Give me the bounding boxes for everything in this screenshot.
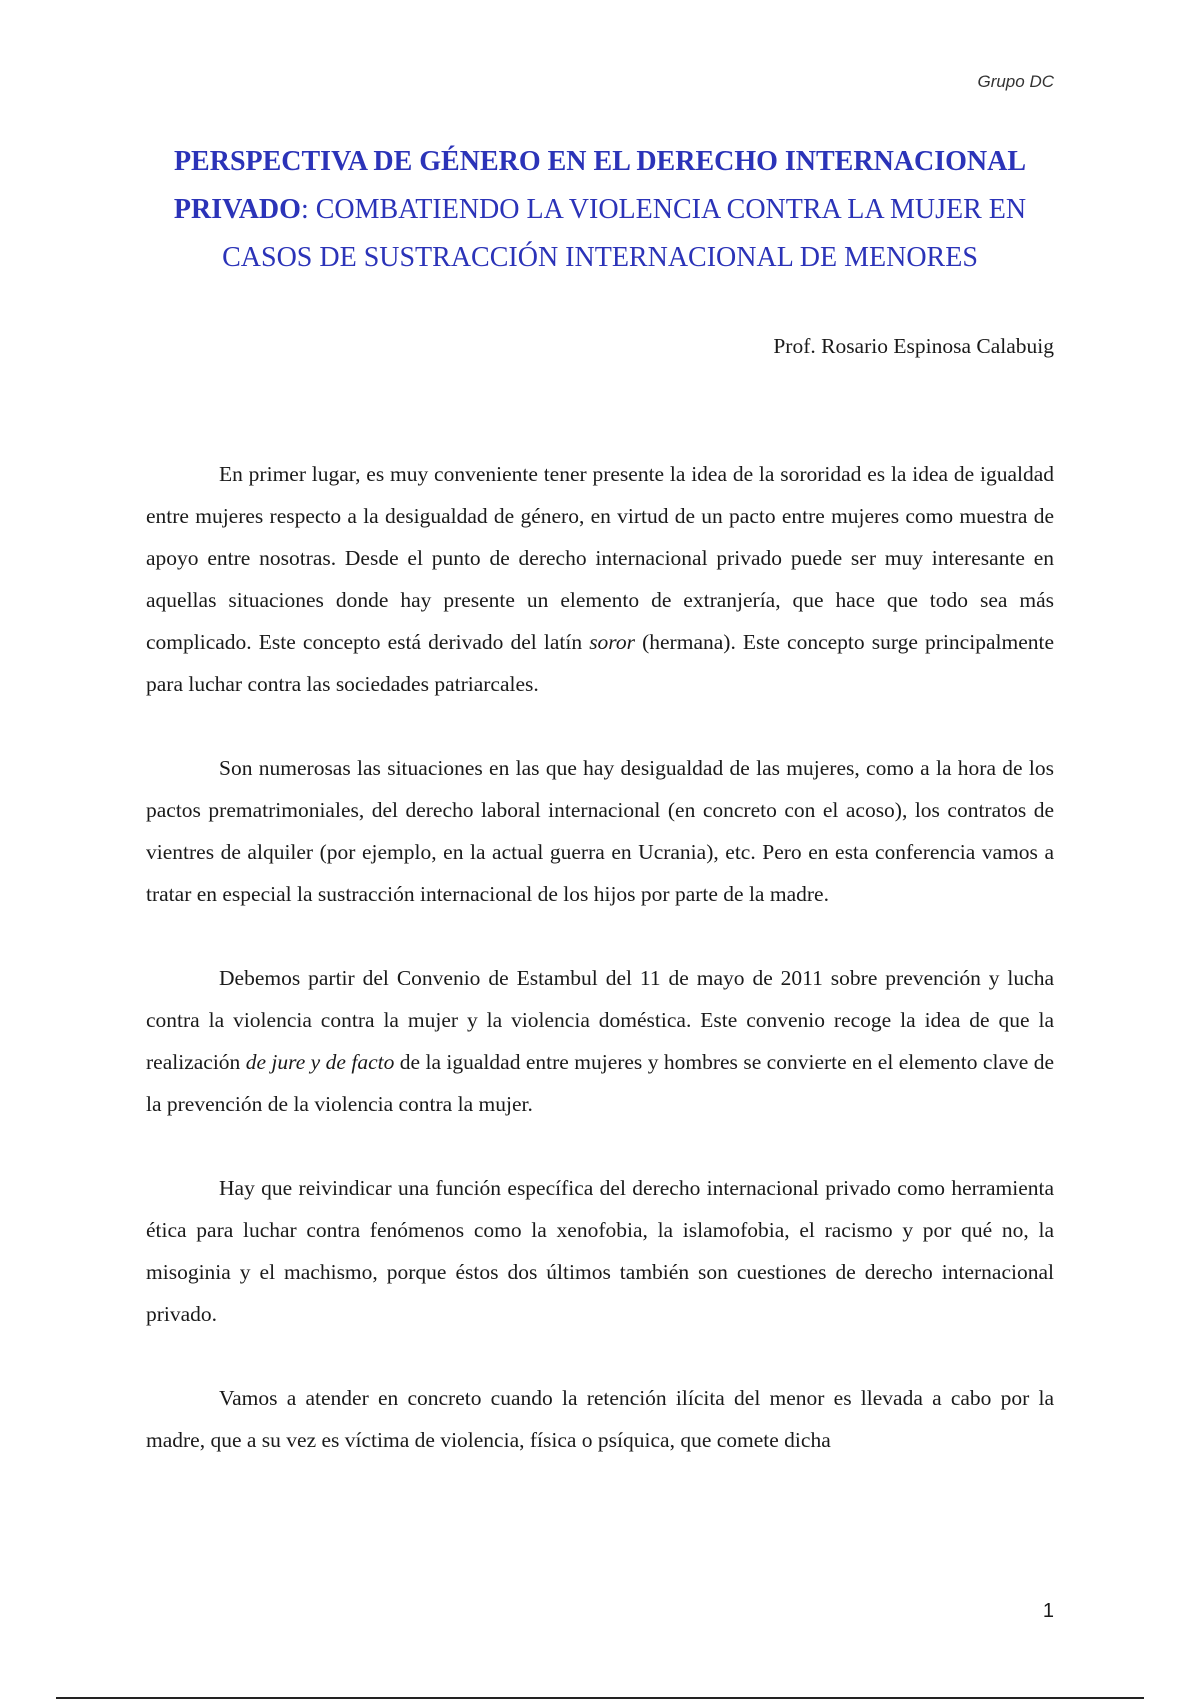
document-title: [146, 138, 1054, 282]
running-header: Grupo DC: [977, 72, 1054, 91]
paragraph-4: Hay que reivindicar una función específica del derecho internacional privado como herramienta ética para luchar contra fenómenos como la xenofobia, la islamofobia, el racismo y por qué no, la misoginia y el machismo, porque éstos dos últimos también son cuestiones de derecho internacional privado.: [146, 1176, 1054, 1326]
page-bottom-divider: [56, 1697, 1144, 1699]
page-number: 1: [1042, 1600, 1054, 1622]
italic-term-de-jure-de-facto: de jure y de facto: [245, 1050, 395, 1074]
paragraph-5: Vamos a atender en concreto cuando la retención ilícita del menor es llevada a cabo por la madre, que a su vez es víctima de violencia, física o psíquica, que comete dicha: [146, 1386, 1054, 1452]
body-text: [146, 453, 1054, 1461]
paragraph-2: Son numerosas las situaciones en las que hay desigualdad de las mujeres, como a la hora de los pactos prematrimoniales, del derecho laboral internacional (en concreto con el acoso), los contratos de vientres de alquiler (por ejemplo, en la actual guerra en Ucrania), etc. Pero en esta conferencia vamos a tratar en especial la sustracción internacional de los hijos por parte de la madre.: [146, 756, 1054, 906]
paragraph-1: En primer lugar, es muy conveniente tener presente la idea de la sororidad es la idea de igualdad entre mujeres respecto a la desigualdad de género, en virtud de un pacto entre mujeres como muestra de apoyo entre nosotras. Desde el punto de derecho internacional privado puede ser muy interesante en aquellas situaciones donde hay presente un elemento de extranjería, que hace que todo sea más complicado. Este concepto está derivado del latín soror (hermana). Este concepto surge principalmente para luchar contra las sociedades patriarcales.: [146, 462, 1054, 696]
italic-term-soror: soror: [589, 630, 635, 654]
title-bold-part: PERSPECTIVA DE GÉNERO EN EL DERECHO INTERNACIONAL PRIVADO: [173, 146, 1027, 225]
paragraph-3: Debemos partir del Convenio de Estambul del 11 de mayo de 2011 sobre prevención y lucha contra la violencia contra la mujer y la violencia doméstica. Este convenio recoge la idea de que la realización de jure y de facto de la igualdad entre mujeres y hombres se convierte en el elemento clave de la prevención de la violencia contra la mujer.: [146, 966, 1054, 1116]
author-name: Prof. Rosario Espinosa Calabuig: [773, 334, 1054, 358]
title-subtitle-part: : COMBATIENDO LA VIOLENCIA CONTRA LA MUJER EN CASOS DE SUSTRACCIÓN INTERNACIONAL DE MENORES: [222, 194, 1027, 273]
